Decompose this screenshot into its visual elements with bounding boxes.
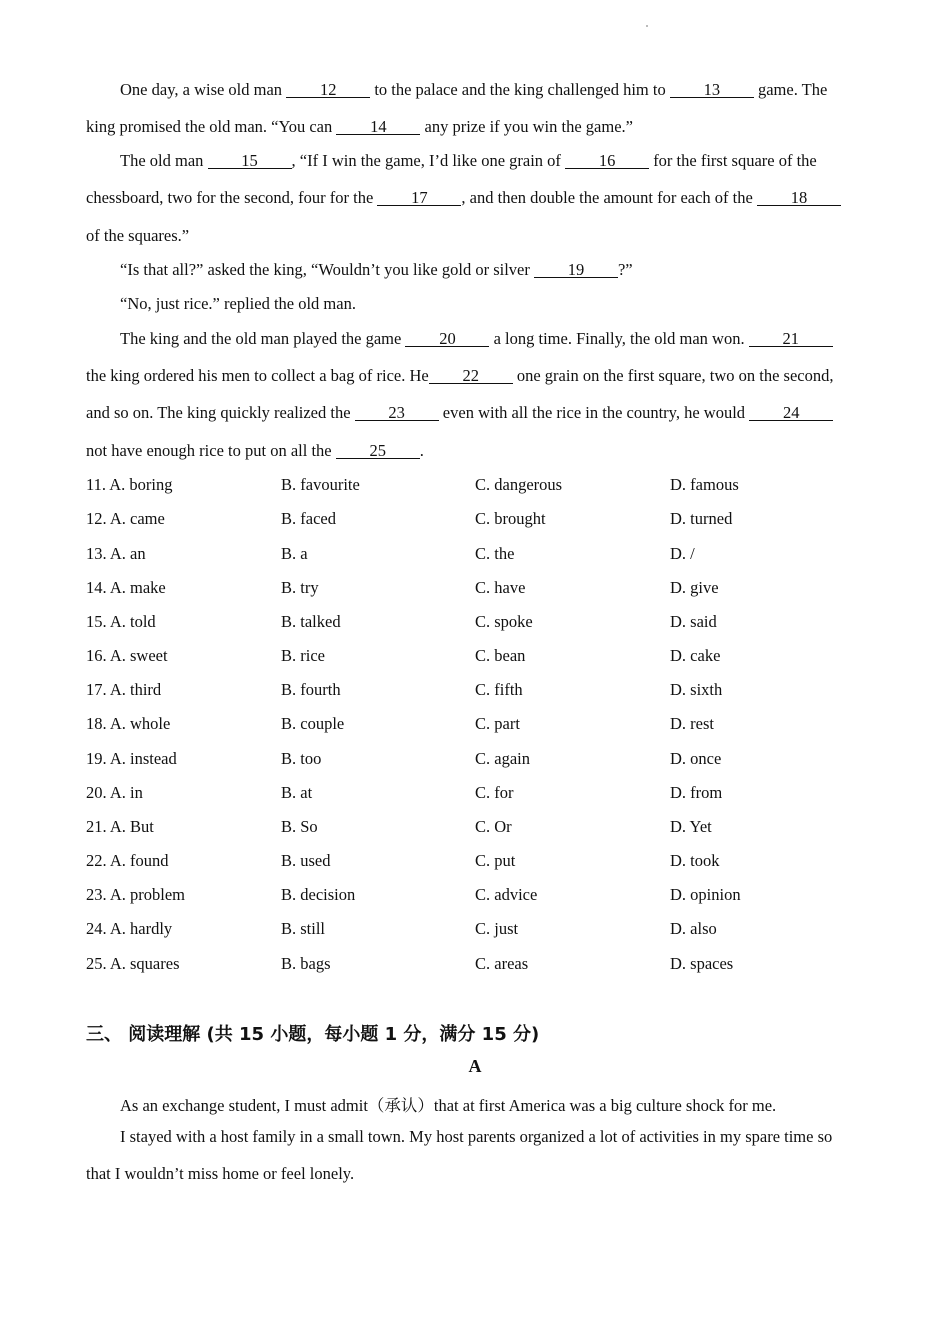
blank-12[interactable]: 12 <box>286 82 370 98</box>
blank-16[interactable]: 16 <box>565 153 649 169</box>
option-d[interactable]: D. sixth <box>670 680 723 699</box>
passage-line: I stayed with a host family in a small town. My host parents organized a lot of activities in my spare time so <box>120 1127 833 1146</box>
option-b[interactable]: B. talked <box>281 612 341 631</box>
passage-line: One day, a wise old man 12 to the palace and the king challenged him to 13 game. The <box>120 80 828 99</box>
option-d[interactable]: D. / <box>670 544 695 563</box>
blank-17[interactable]: 17 <box>377 190 461 206</box>
option-d[interactable]: D. famous <box>670 475 739 494</box>
option-d[interactable]: D. opinion <box>670 885 741 904</box>
passage-letter: A <box>468 1056 482 1076</box>
option-a[interactable]: 11. A. boring <box>86 475 173 494</box>
passage-line: “Is that all?” asked the king, “Wouldn’t you like gold or silver 19 ?” <box>120 260 633 279</box>
blank-22[interactable]: 22 <box>429 368 513 384</box>
blank-13[interactable]: 13 <box>670 82 754 98</box>
option-a[interactable]: 17. A. third <box>86 680 162 699</box>
option-b[interactable]: B. favourite <box>281 475 360 494</box>
option-b[interactable]: B. used <box>281 851 331 870</box>
stray-dot <box>646 25 648 27</box>
option-a[interactable]: 21. A. But <box>86 817 154 836</box>
option-b[interactable]: B. faced <box>281 509 336 528</box>
option-c[interactable]: C. advice <box>475 885 538 904</box>
blank-14[interactable]: 14 <box>336 119 420 135</box>
option-a[interactable]: 12. A. came <box>86 509 165 528</box>
passage-line: As an exchange student, I must admit（承认）that at first America was a big culture shock for me. <box>120 1096 777 1115</box>
option-d[interactable]: D. turned <box>670 509 733 528</box>
option-d[interactable]: D. took <box>670 851 720 870</box>
option-b[interactable]: B. bags <box>281 954 331 973</box>
option-a[interactable]: 24. A. hardly <box>86 919 173 938</box>
option-c[interactable]: C. bean <box>475 646 526 665</box>
option-a[interactable]: 14. A. make <box>86 578 166 597</box>
option-a[interactable]: 19. A. instead <box>86 749 177 768</box>
option-c[interactable]: C. spoke <box>475 612 533 631</box>
blank-25[interactable]: 25 <box>336 443 420 459</box>
option-d[interactable]: D. said <box>670 612 717 631</box>
option-b[interactable]: B. couple <box>281 714 345 733</box>
option-b[interactable]: B. a <box>281 544 308 563</box>
option-c[interactable]: C. brought <box>475 509 546 528</box>
option-c[interactable]: C. fifth <box>475 680 523 699</box>
passage-line: not have enough rice to put on all the 25 . <box>86 441 424 460</box>
option-c[interactable]: C. areas <box>475 954 529 973</box>
option-a[interactable]: 15. A. told <box>86 612 156 631</box>
passage-line: of the squares.” <box>86 226 190 245</box>
option-a[interactable]: 20. A. in <box>86 783 143 802</box>
blank-21[interactable]: 21 <box>749 331 833 347</box>
option-d[interactable]: D. Yet <box>670 817 712 836</box>
passage-line: “No, just rice.” replied the old man. <box>120 294 356 313</box>
option-b[interactable]: B. at <box>281 783 313 802</box>
option-c[interactable]: C. dangerous <box>475 475 563 494</box>
blank-23[interactable]: 23 <box>355 405 439 421</box>
option-d[interactable]: D. also <box>670 919 717 938</box>
option-c[interactable]: C. have <box>475 578 526 597</box>
passage-line: The king and the old man played the game 20 a long time. Finally, the old man won. 21 <box>120 329 833 349</box>
option-b[interactable]: B. So <box>281 817 318 836</box>
option-c[interactable]: C. Or <box>475 817 512 836</box>
option-d[interactable]: D. from <box>670 783 723 802</box>
blank-20[interactable]: 20 <box>405 331 489 347</box>
passage-line: that I wouldn’t miss home or feel lonely. <box>86 1164 355 1183</box>
option-b[interactable]: B. rice <box>281 646 325 665</box>
option-c[interactable]: C. just <box>475 919 519 938</box>
option-a[interactable]: 18. A. whole <box>86 714 171 733</box>
option-c[interactable]: C. the <box>475 544 515 563</box>
option-a[interactable]: 22. A. found <box>86 851 169 870</box>
section-heading: 三、 阅读理解 (共 15 小题，每小题 1 分，满分 15 分) <box>86 1024 540 1045</box>
option-a[interactable]: 16. A. sweet <box>86 646 168 665</box>
option-b[interactable]: B. decision <box>281 885 356 904</box>
option-a[interactable]: 13. A. an <box>86 544 146 563</box>
option-d[interactable]: D. once <box>670 749 722 768</box>
option-c[interactable]: C. for <box>475 783 514 802</box>
passage-line: the king ordered his men to collect a bag of rice. He 22 one grain on the first square, two on the second, <box>86 366 834 385</box>
passage-line: and so on. The king quickly realized the 23 even with all the rice in the country, he would 24 <box>86 403 833 423</box>
option-d[interactable]: D. cake <box>670 646 721 665</box>
passage-line: The old man 15 , “If I win the game, I’d like one grain of 16 for the first square of the <box>120 151 817 170</box>
option-a[interactable]: 23. A. problem <box>86 885 185 904</box>
option-d[interactable]: D. rest <box>670 714 714 733</box>
blank-24[interactable]: 24 <box>749 405 833 421</box>
blank-19[interactable]: 19 <box>534 262 618 278</box>
blank-15[interactable]: 15 <box>208 153 292 169</box>
option-c[interactable]: C. again <box>475 749 530 768</box>
option-c[interactable]: C. put <box>475 851 516 870</box>
option-b[interactable]: B. try <box>281 578 319 597</box>
option-d[interactable]: D. spaces <box>670 954 734 973</box>
option-c[interactable]: C. part <box>475 714 520 733</box>
option-b[interactable]: B. too <box>281 749 322 768</box>
option-b[interactable]: B. fourth <box>281 680 341 699</box>
option-a[interactable]: 25. A. squares <box>86 954 180 973</box>
option-d[interactable]: D. give <box>670 578 719 597</box>
blank-18[interactable]: 18 <box>757 190 841 206</box>
passage-line: chessboard, two for the second, four for the 17 , and then double the amount for each of the 18 <box>86 188 841 208</box>
passage-line: king promised the old man. “You can 14 any prize if you win the game.” <box>86 117 633 136</box>
option-b[interactable]: B. still <box>281 919 326 938</box>
